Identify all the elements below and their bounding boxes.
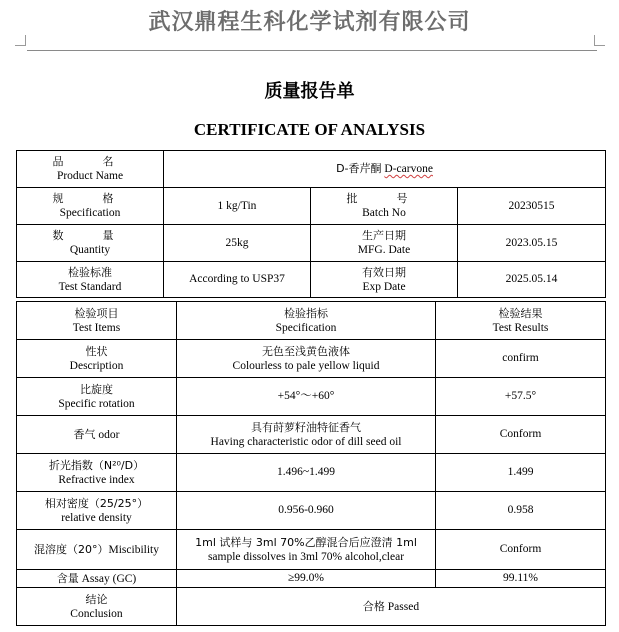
- conclusion-value-en: Passed: [387, 600, 420, 613]
- test-item-cn: 比旋度: [80, 382, 113, 396]
- header-divider: [27, 50, 597, 51]
- header-test-items-en: Test Items: [72, 321, 121, 334]
- test-item-en: Refractive index: [58, 473, 135, 486]
- header-specification: [177, 302, 436, 340]
- specification-value: 1 kg/Tin: [164, 188, 311, 225]
- specification-label-en: Specification: [59, 207, 121, 219]
- result-cell: confirm: [436, 340, 606, 378]
- test-item-en: Description: [69, 359, 124, 372]
- test-results-table: [16, 301, 606, 626]
- spec-en: Colourless to pale yellow liquid: [232, 359, 380, 372]
- product-name-label-cn: 品 名: [52, 155, 128, 168]
- table-row: [17, 454, 606, 492]
- product-name-label: [17, 151, 164, 188]
- result-cell: 99.11%: [436, 570, 606, 588]
- batch-no-label-cn: 批 号: [346, 192, 422, 205]
- test-item-cell: [17, 378, 177, 416]
- header-test-results-en: Test Results: [492, 321, 549, 334]
- test-item-en: Miscibility: [108, 543, 159, 556]
- test-item-cn: 香气: [73, 427, 96, 441]
- conclusion-value: [177, 588, 606, 626]
- conclusion-row: [17, 588, 606, 626]
- product-name-value-cn: D-香芹酮: [336, 162, 382, 175]
- table-row: [17, 492, 606, 530]
- test-item-cn: 折光指数（N²⁰/D）: [48, 458, 145, 472]
- test-item-cn: 性状: [85, 344, 108, 358]
- spec-cell: 0.956-0.960: [177, 492, 436, 530]
- spec-cn: 具有莳萝籽油特征香气: [251, 420, 361, 434]
- header-crop-mark-left: [15, 35, 26, 46]
- test-item-cell: [17, 416, 177, 454]
- exp-date-label-en: Exp Date: [362, 280, 406, 293]
- product-name-row: [17, 151, 606, 188]
- spec-cell: ≥99.0%: [177, 570, 436, 588]
- spec-cell: +54°～+60°: [177, 378, 436, 416]
- table-row: [17, 378, 606, 416]
- test-standard-value: According to USP37: [164, 262, 311, 298]
- spec-cell: [177, 530, 436, 570]
- specification-row: [17, 188, 606, 225]
- conclusion-label-cn: 结论: [85, 592, 108, 606]
- spec-en: sample dissolves in 3ml 70% alcohol,clear: [207, 550, 405, 563]
- spec-cell: [177, 340, 436, 378]
- test-item-cell: [17, 454, 177, 492]
- header-crop-mark-right: [594, 35, 605, 46]
- quantity-label-en: Quantity: [69, 244, 111, 256]
- test-item-en: relative density: [61, 511, 132, 524]
- test-item-cell: [17, 530, 177, 570]
- test-standard-row: [17, 262, 606, 298]
- mfg-date-label-cn: 生产日期: [362, 229, 406, 242]
- exp-date-value: 2025.05.14: [458, 262, 606, 298]
- spec-cn: 无色至浅黄色液体: [262, 344, 350, 358]
- header-test-results-cn: 检验结果: [498, 306, 543, 320]
- quantity-row: [17, 225, 606, 262]
- test-item-cell: [17, 570, 177, 588]
- document-title-cn: 质量报告单: [264, 81, 355, 102]
- header-specification-cn: 检验指标: [284, 306, 328, 320]
- test-standard-label-en: Test Standard: [58, 280, 122, 293]
- result-cell: 1.499: [436, 454, 606, 492]
- spec-en: Having characteristic odor of dill seed oil: [210, 435, 402, 448]
- test-item-en: odor: [98, 428, 120, 441]
- test-item-cn: 混溶度（20°）: [34, 542, 109, 556]
- conclusion-label: [17, 588, 177, 626]
- table-row: [17, 530, 606, 570]
- specification-label-cn: 规 格: [52, 192, 128, 205]
- header-specification-en: Specification: [275, 321, 337, 334]
- batch-no-label: [311, 188, 458, 225]
- result-cell: Conform: [436, 530, 606, 570]
- product-name-label-en: Product Name: [56, 170, 124, 182]
- product-name-value: [164, 151, 606, 188]
- result-cell: 0.958: [436, 492, 606, 530]
- exp-date-label-cn: 有效日期: [362, 265, 406, 279]
- test-item-cn: 含量: [56, 571, 79, 585]
- specification-label: [17, 188, 164, 225]
- product-name-value-en: D-carvone: [384, 163, 433, 175]
- product-info-table: [16, 150, 606, 298]
- document-title-en: CERTIFICATE OF ANALYSIS: [193, 120, 426, 139]
- quantity-label-cn: 数 量: [52, 229, 128, 242]
- conclusion-value-cn: 合格: [362, 599, 385, 613]
- quantity-value: 25kg: [164, 225, 311, 262]
- spec-cell: 1.496~1.499: [177, 454, 436, 492]
- test-item-en: Assay (GC): [81, 572, 137, 585]
- batch-no-value: 20230515: [458, 188, 606, 225]
- test-standard-label: [17, 262, 164, 298]
- header-test-items: [17, 302, 177, 340]
- table-row: [17, 340, 606, 378]
- table-row: [17, 416, 606, 454]
- exp-date-label: [311, 262, 458, 298]
- test-item-cn: 相对密度（25/25°）: [44, 496, 149, 510]
- results-header-row: [17, 302, 606, 340]
- spec-cell: [177, 416, 436, 454]
- company-name: 武汉鼎程生科化学试剂有限公司: [148, 10, 471, 35]
- mfg-date-value: 2023.05.15: [458, 225, 606, 262]
- conclusion-label-en: Conclusion: [70, 607, 123, 620]
- mfg-date-label-en: MFG. Date: [357, 244, 411, 256]
- header-test-results: [436, 302, 606, 340]
- mfg-date-label: [311, 225, 458, 262]
- test-item-cell: [17, 492, 177, 530]
- header-test-items-cn: 检验项目: [74, 306, 119, 320]
- test-item-en: Specific rotation: [58, 397, 135, 410]
- quantity-label: [17, 225, 164, 262]
- spec-cn: 1ml 试样与 3ml 70%乙醇混合后应澄清 1ml: [195, 535, 417, 549]
- batch-no-label-en: Batch No: [362, 207, 406, 219]
- result-cell: +57.5°: [436, 378, 606, 416]
- test-standard-label-cn: 检验标准: [68, 265, 112, 279]
- result-cell: Conform: [436, 416, 606, 454]
- table-row: [17, 570, 606, 588]
- test-item-cell: [17, 340, 177, 378]
